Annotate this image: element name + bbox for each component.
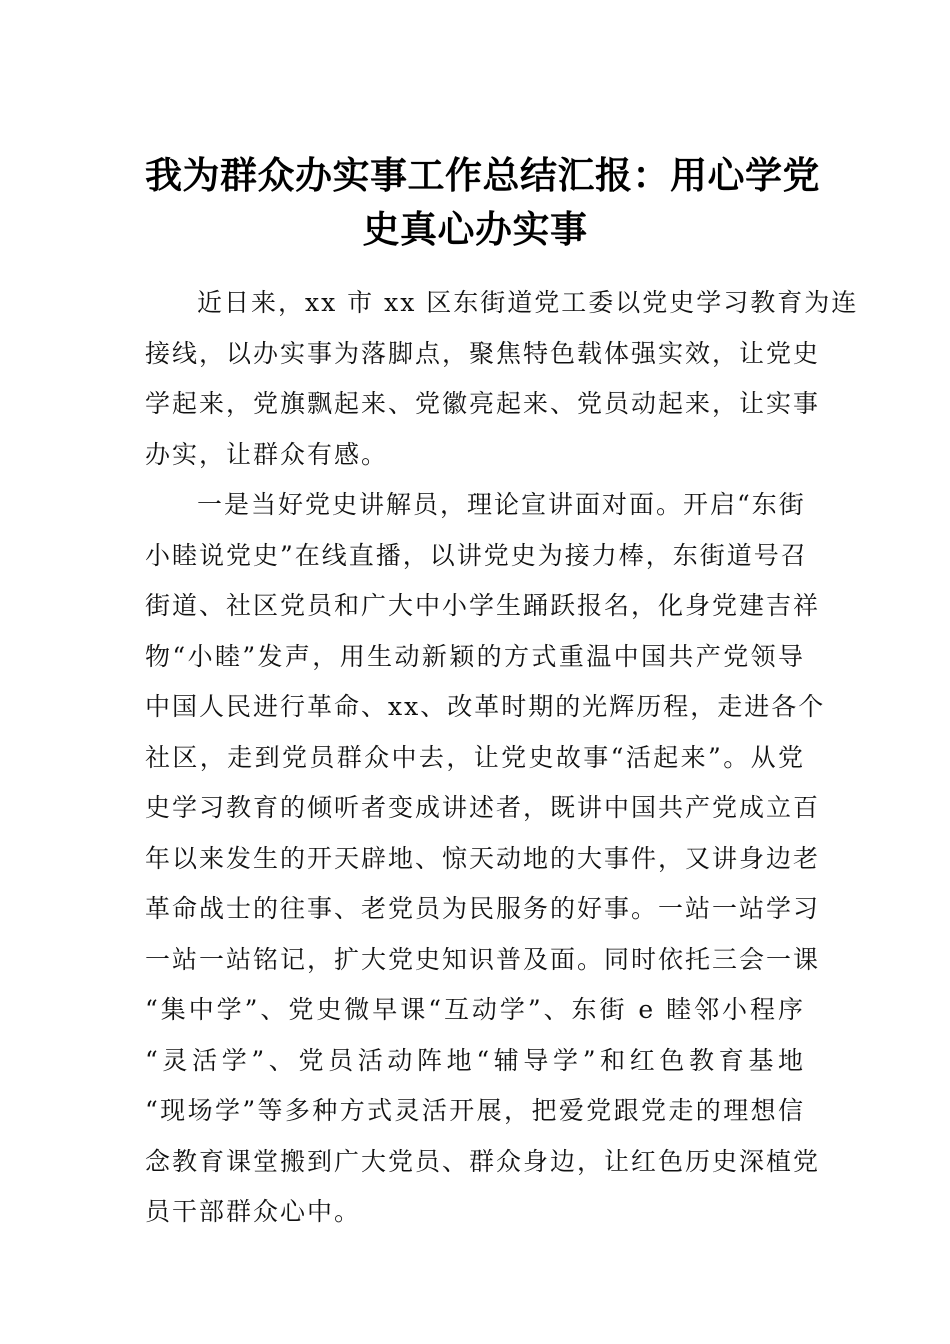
title-line-1: 我为群众办实事工作总结汇报：用心学党 [145,153,820,197]
paragraph-line: 史学习教育的倾听者变成讲述者，既讲中国共产党成立百 [145,793,821,822]
paragraph-line: 年以来发生的开天辟地、惊天动地的大事件，又讲身边老 [145,843,821,873]
paragraph-line: 近日来，xx 市 xx 区东街道党工委以党史学习教育为连 [197,288,859,317]
paragraph-line: 社区，走到党员群众中去，让党史故事“活起来”。从党 [145,742,805,772]
paragraph-line: “集中学”、党史微早课“互动学”、东街 e 睦邻小程序 [145,995,805,1024]
paragraph-line: 物“小睦”发声，用生动新颖的方式重温中国共产党领导 [145,641,805,671]
paragraph-line: 学起来，党旗飘起来、党徽亮起来、党员动起来，让实事 [145,389,821,418]
paragraph-section-one [145,480,826,1238]
paragraph-intro [145,278,859,480]
paragraph-line: 小睦说党史”在线直播，以讲党史为接力棒，东街道号召 [145,540,808,570]
paragraph-line: 接线，以办实事为落脚点，聚焦特色载体强实效，让党史 [145,338,821,368]
paragraph-line: 一站一站铭记，扩大党史知识普及面。同时依托三会一课 [145,944,821,974]
paragraph-line: 革命战士的往事、老党员为民服务的好事。一站一站学习 [145,894,821,923]
paragraph-line: 街道、社区党员和广大中小学生踊跃报名，化身党建吉祥 [145,591,821,620]
document-title [145,148,820,256]
paragraph-line: “灵活学”、党员活动阵地“辅导学”和红色教育基地 [145,1045,805,1075]
paragraph-line: 念教育课堂搬到广大党员、群众身边，让红色历史深植党 [145,1146,821,1176]
paragraph-line: “现场学”等多种方式灵活开展，把爱党跟党走的理想信 [145,1096,805,1125]
document-body [145,278,859,1238]
paragraph-line: 员干部群众心中。 [145,1197,362,1226]
paragraph-line: 一是当好党史讲解员，理论宣讲面对面。开启“东街 [197,490,806,519]
paragraph-line: 办实，让群众有感。 [145,439,389,469]
title-line-2: 史真心办实事 [362,207,588,251]
paragraph-line: 中国人民进行革命、xx、改革时期的光辉历程，走进各个 [145,692,826,721]
